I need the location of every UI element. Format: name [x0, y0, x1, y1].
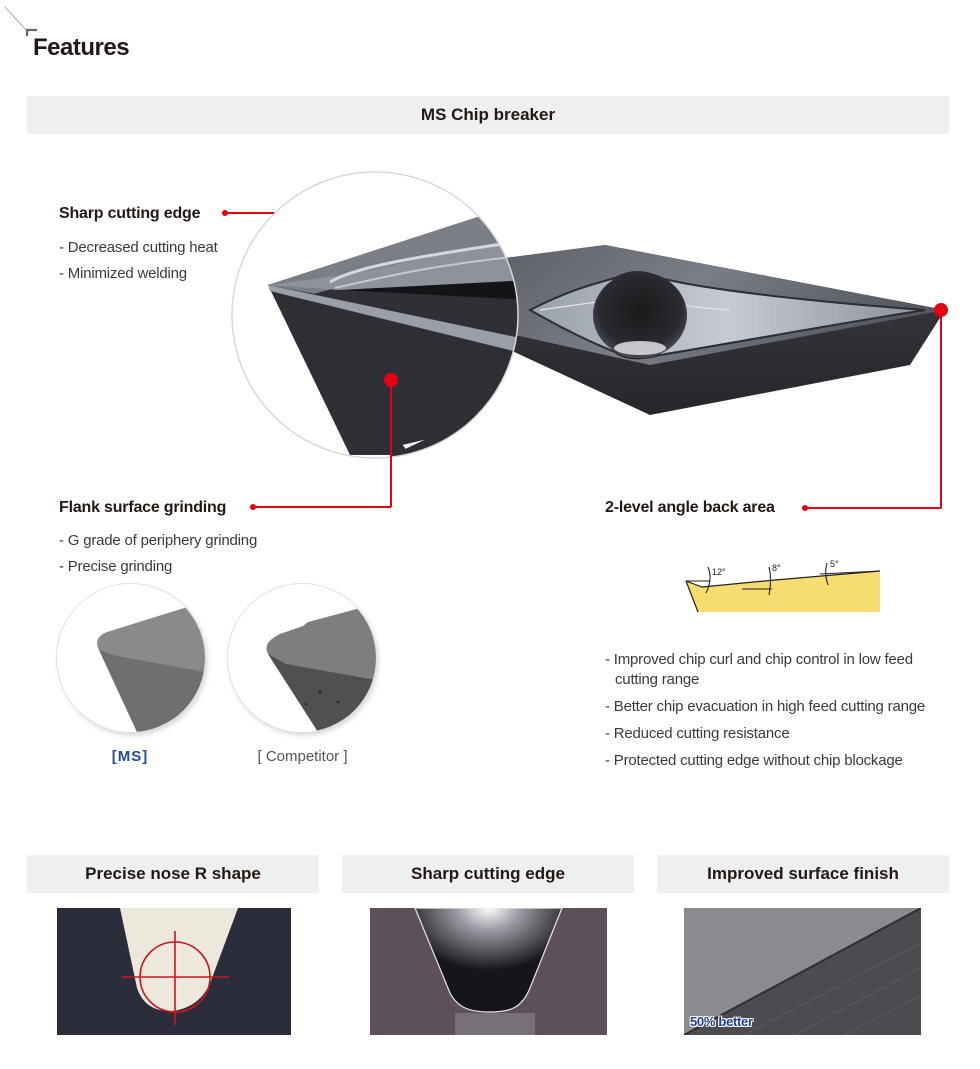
callout-line-flank-vertical [390, 380, 392, 506]
bullet-item: - Protected cutting edge without chip blockage [605, 752, 903, 769]
back-area-bullets [605, 650, 955, 778]
flank-bullets [59, 528, 257, 580]
panel-header-nose-r [27, 855, 319, 893]
callout-line-back-area-vertical [940, 310, 942, 507]
panel-title: Improved surface finish [707, 864, 899, 883]
panel-header-sharp-edge [342, 855, 634, 893]
section-header [27, 96, 949, 134]
callout-dot-back-area [802, 505, 808, 511]
bullet-item: - Precise grinding [59, 558, 173, 575]
callout-line-sharp-edge [226, 212, 274, 214]
ms-label: [MS] [111, 748, 149, 765]
competitor-label: [ Competitor ] [257, 748, 348, 765]
sharp-edge-photo [370, 908, 607, 1035]
callout-line-flank-horizontal [255, 506, 392, 508]
nose-r-photo [57, 908, 291, 1035]
feature-title-flank: Flank surface grinding [59, 499, 227, 516]
angle-back-diagram [680, 555, 885, 615]
bullet-item: - Reduced cutting resistance [605, 725, 790, 742]
surface-finish-photo [684, 908, 921, 1035]
angle-label-8: 8° [772, 563, 781, 573]
panel-title: Sharp cutting edge [411, 864, 565, 883]
bullet-item: - Minimized welding [59, 265, 187, 282]
bullet-item: - Improved chip curl and chip control in low feed cutting range [605, 651, 913, 688]
improvement-badge: 50% better [690, 1014, 753, 1029]
panel-header-surface-finish [657, 855, 949, 893]
feature-title-back-area: 2-level angle back area [605, 499, 775, 516]
angle-label-5: 5° [830, 559, 839, 569]
section-title: MS Chip breaker [420, 105, 556, 124]
ms-edge-photo [57, 584, 205, 732]
angle-label-12: 12° [712, 567, 726, 577]
competitor-edge-photo [228, 584, 376, 732]
bullet-item: - G grade of periphery grinding [59, 532, 258, 549]
callout-dot-flank [250, 504, 256, 510]
page-title: Features [33, 34, 130, 61]
bullet-item: - Better chip evacuation in high feed cutting range [605, 698, 926, 715]
callout-line-back-area-horizontal [806, 507, 942, 509]
bullet-item: - Decreased cutting heat [59, 239, 218, 256]
sharp-edge-bullets [59, 235, 218, 287]
panel-title: Precise nose R shape [85, 864, 261, 883]
insert-product-image [230, 160, 970, 480]
feature-title-sharp-edge: Sharp cutting edge [59, 205, 201, 222]
